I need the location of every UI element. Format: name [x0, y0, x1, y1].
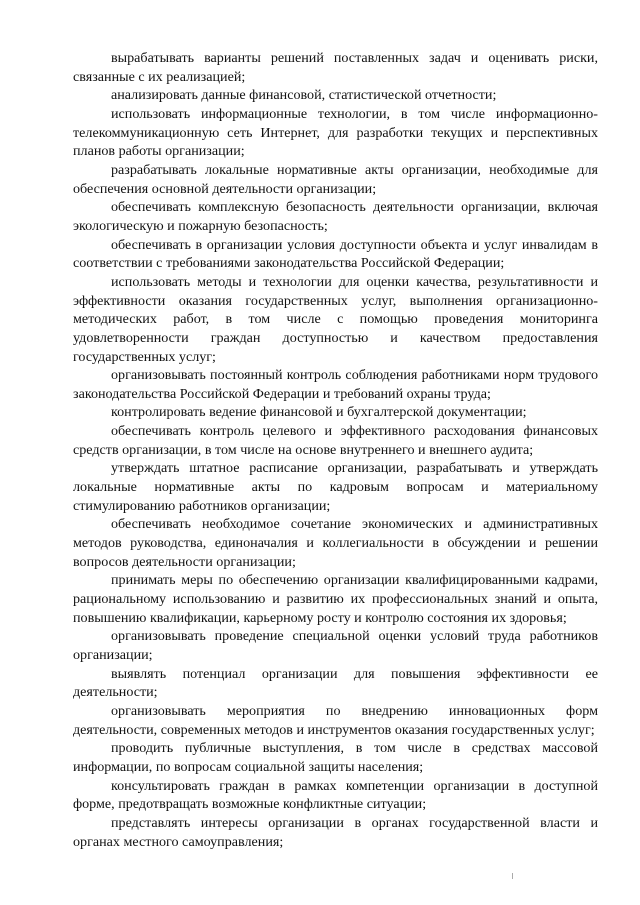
paragraph-2: анализировать данные финансовой, статистической отчетности; — [111, 87, 497, 104]
paragraph-19: представлять интересы организации в органах государственной власти и органах местного самоуправления; — [73, 814, 598, 850]
paragraph-11: утверждать штатное расписание организации, разрабатывать и утверждать локальные нормативные акты по кадровым вопросам и материальному стимулированию работников организации; — [73, 460, 598, 514]
paragraph-8: организовывать постоянный контроль соблюдения работниками норм трудового законодательства Российской Федерации и требований охраны труда; — [73, 367, 598, 402]
paragraph-9: контролировать ведение финансовой и бухгалтерской документации; — [111, 404, 527, 421]
paragraph-18: консультировать граждан в рамках компетенции организации в доступной форме, предотвращать возможные конфликтные ситуации; — [73, 777, 598, 813]
paragraph-1: вырабатывать варианты решений поставленных задач и оценивать риски, связанные с их реализацией; — [73, 50, 598, 85]
paragraph-15: выявлять потенциал организации для повышения эффективности ее деятельности; — [73, 665, 598, 701]
paragraph-16: организовывать мероприятия по внедрению инновационных форм деятельности, современных методов и инструментов оказания государственных услуг; — [73, 702, 598, 738]
scan-mark — [512, 873, 513, 879]
paragraph-10: обеспечивать контроль целевого и эффективного расходования финансовых средств организации, в том числе на основе внутреннего и внешнего аудита; — [73, 423, 598, 458]
paragraph-6: обеспечивать в организации условия доступности объекта и услуг инвалидам в соответствии с требованиями законодательства Российской Федерации; — [73, 236, 598, 272]
paragraph-17: проводить публичные выступления, в том числе в средствах массовой информации, по вопросам социальной защиты населения; — [73, 740, 598, 775]
paragraph-13: принимать меры по обеспечению организации квалифицированными кадрами, рациональному использованию и развитию их профессиональных знаний и опыта, повышению квалификации, карьерному росту и контролю состояния их здоровья; — [73, 572, 598, 626]
paragraph-4: разрабатывать локальные нормативные акты организации, необходимые для обеспечения основной деятельности организации; — [73, 161, 598, 197]
paragraph-14: организовывать проведение специальной оценки условий труда работников организации; — [73, 628, 598, 663]
paragraph-5: обеспечивать комплексную безопасность деятельности организации, включая экологическую и пожарную безопасность; — [73, 199, 598, 234]
document-body — [73, 49, 598, 851]
paragraph-12: обеспечивать необходимое сочетание экономических и административных методов руководства, единоначалия и коллегиальности в обсуждении и решении вопросов деятельности организации; — [73, 516, 598, 570]
paragraph-7: использовать методы и технологии для оценки качества, результативности и эффективности оказания государственных услуг, выполнения организационно-методических работ, в том числе с помощью проведения мониторинга удовлетворенности граждан доступностью и качеством предоставления государственных услуг; — [73, 273, 598, 365]
paragraph-3: использовать информационные технологии, в том числе информационно-телекоммуникационную сеть Интернет, для разработки текущих и перспективных планов работы организации; — [73, 105, 598, 160]
